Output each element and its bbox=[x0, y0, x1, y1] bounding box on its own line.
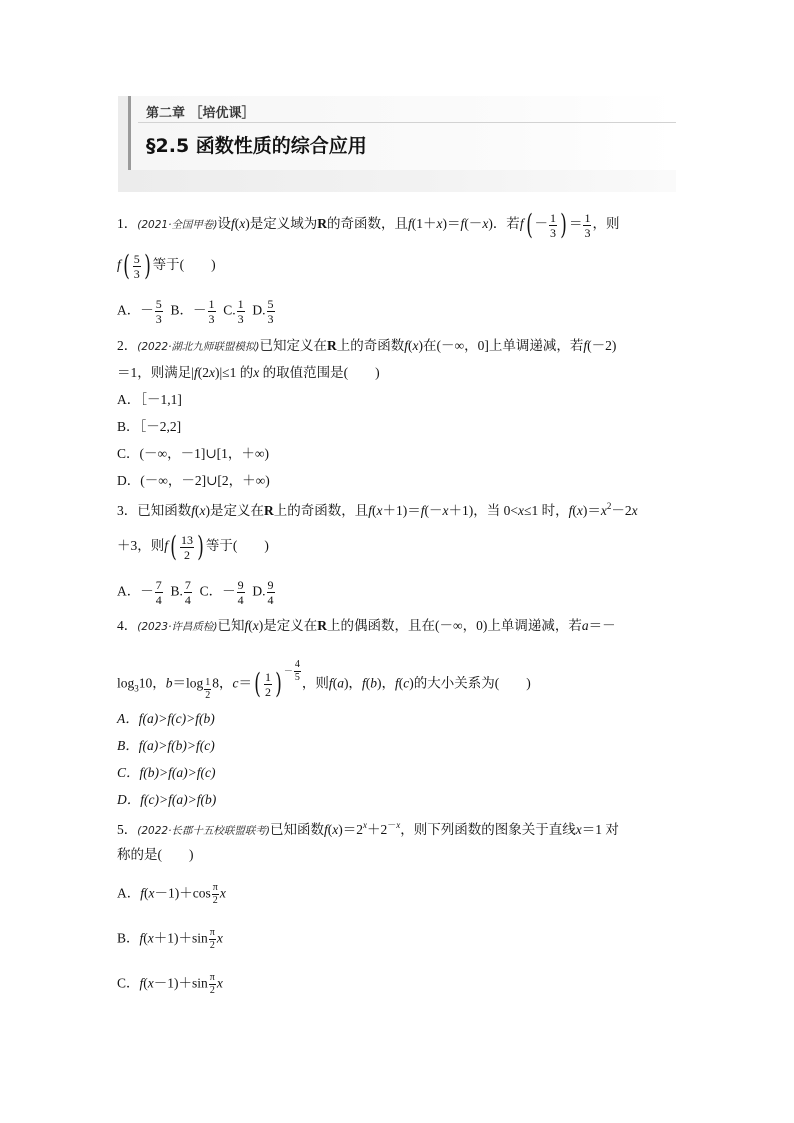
chapter-label: 第二章 ［培优课］ bbox=[146, 106, 255, 121]
q5-option-b: B．f(x＋1)＋sin $\frac{\pi}{2}$ x bbox=[117, 927, 223, 951]
q5-line2: 称的是( ) bbox=[117, 847, 194, 862]
q1-options: A．－ $\frac{5}{3}$ B．－ $\frac{1}{3}$ C. $\frac{1}{3}$ D. $\frac{5}{3}$ bbox=[117, 297, 274, 326]
q1-line1: 1．(2021·全国甲卷)设f(x)是定义域为R的奇函数，且f(1＋x)＝f(－x)．若f( － $\frac{1}{3}$ ) ＝ $\frac{1}{3}$ ，则 bbox=[117, 208, 620, 241]
q4-option-c: C．f(b)>f(a)>f(c) bbox=[117, 765, 216, 780]
banner-accent-bar bbox=[128, 96, 131, 170]
q4-option-b: B．f(a)>f(b)>f(c) bbox=[117, 738, 215, 753]
q2-line2: ＝1，则满足|f(2x)|≤1 的x 的取值范围是( ) bbox=[117, 365, 380, 380]
q2-option-d: D．(－∞，－2]∪[2，＋∞) bbox=[117, 473, 270, 488]
q4-line1: 4．(2023·许昌质检)已知f(x)是定义在R上的偶函数，且在(－∞，0)上单调递减，若a＝－ bbox=[117, 618, 616, 633]
q4-option-d: D．f(c)>f(a)>f(b) bbox=[117, 792, 217, 807]
q3-options: A．－ $\frac{7}{4}$ B. $\frac{7}{4}$ C．－ $\frac{9}{4}$ D. $\frac{9}{4}$ bbox=[117, 578, 274, 607]
q3-line1: 3．已知函数f(x)是定义在R上的奇函数，且f(x＋1)＝f(－x＋1)，当 0<x≤1 时，$f(x)=x^2-2x$ bbox=[117, 501, 638, 518]
section-title: §2.5 函数性质的综合应用 bbox=[146, 135, 367, 157]
q1-line2: f( $\frac{5}{3}$ ) 等于( ) bbox=[117, 249, 216, 282]
q5-option-a: A．f(x－1)＋cos $\frac{\pi}{2}$ x bbox=[117, 882, 226, 906]
q4-line2: $\log_310$，b＝log $\frac{1}{2}$ 8，c＝( $\frac{1}{2}$ ) $^{- \frac{4}{5}}$ ，则f(a)，f(b)，f(c)的大小关系为( ) bbox=[117, 659, 531, 701]
q2-line1: 2．(2022·湖北九师联盟模拟)已知定义在R上的奇函数f(x)在(－∞，0]上单调递减，若f(－2) bbox=[117, 338, 617, 353]
banner-divider bbox=[138, 122, 676, 123]
q5-option-c: C．f(x－1)＋sin $\frac{\pi}{2}$ x bbox=[117, 972, 223, 996]
q4-option-a: A．f(a)>f(c)>f(b) bbox=[117, 711, 215, 726]
q5-line1: 5．(2022·长郡十五校联盟联考)已知函数$f(x)=2^x+2^{-x}$，则下列函数的图象关于直线x＝1 对 bbox=[117, 820, 619, 837]
q2-option-b: B．［－2,2] bbox=[117, 419, 182, 434]
q2-option-c: C．(－∞，－1]∪[1，＋∞) bbox=[117, 446, 270, 461]
q2-option-a: A．［－1,1] bbox=[117, 392, 182, 407]
q3-line2: ＋3，则f( $\frac{13}{2}$ ) 等于( ) bbox=[117, 530, 269, 563]
